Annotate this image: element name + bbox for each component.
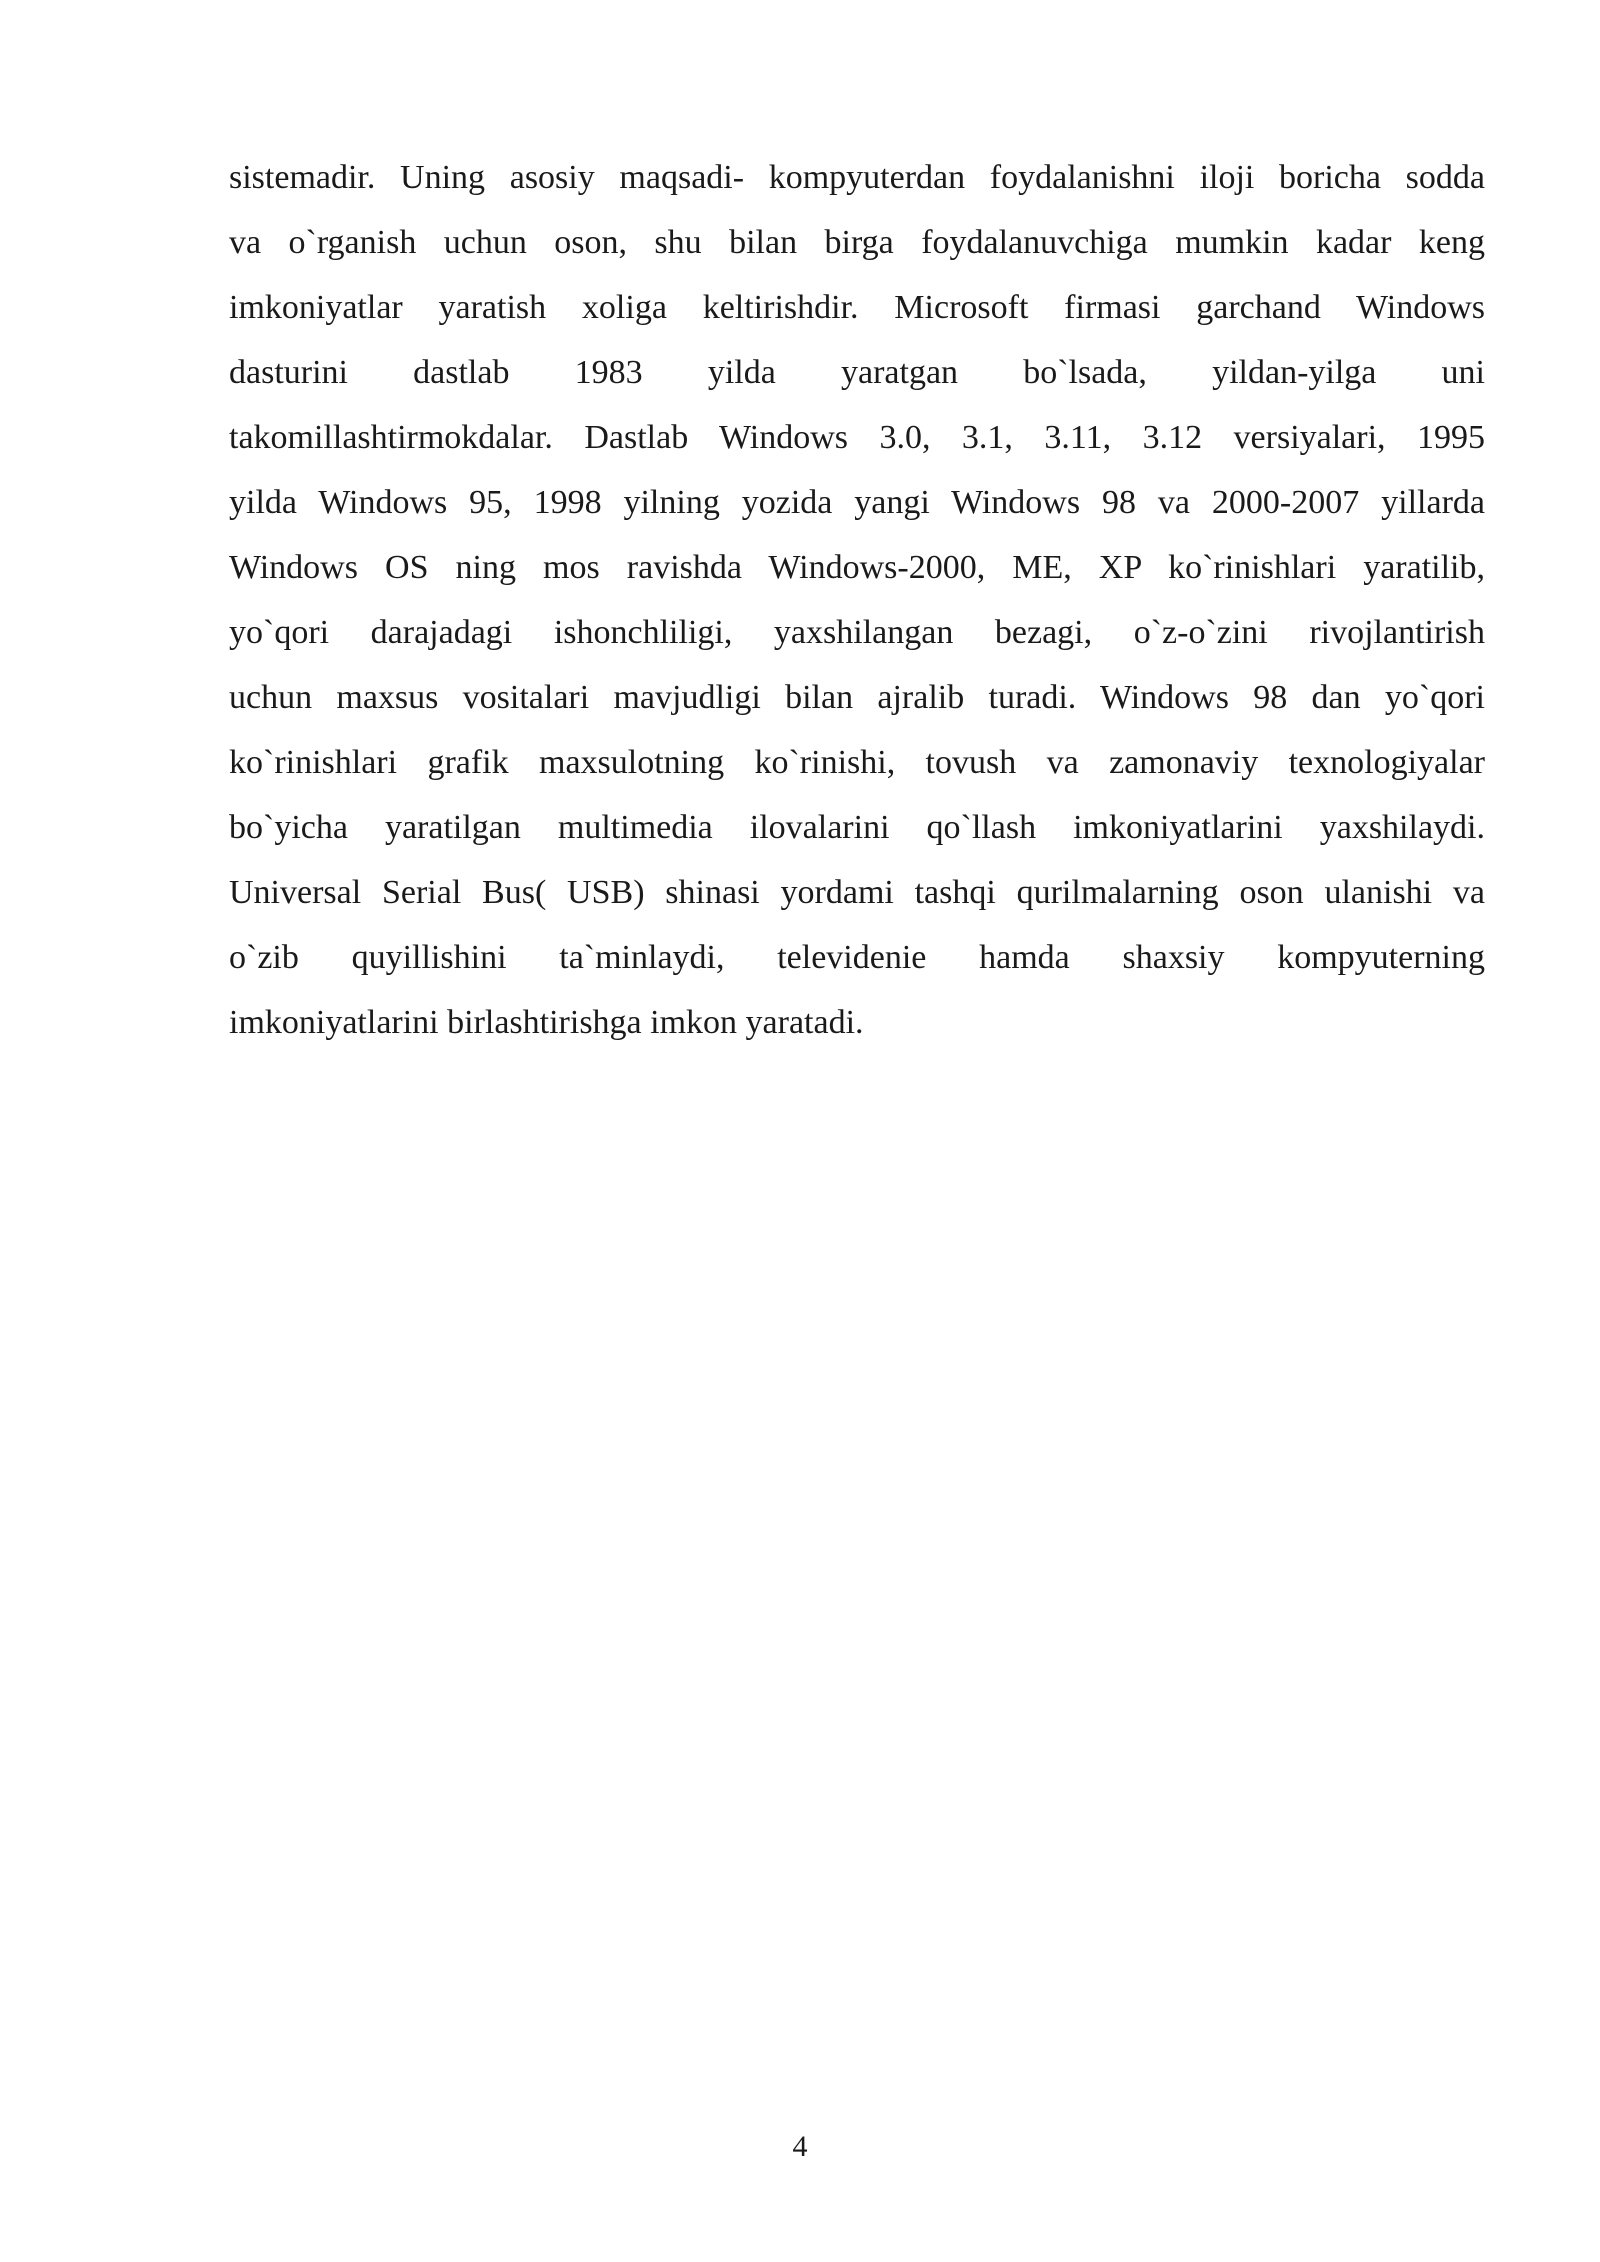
page-number: 4 xyxy=(792,2130,808,2163)
paragraph-line: dasturini dastlab 1983 yilda yaratgan bo`lsada, yildan-yilga uni xyxy=(229,354,1485,391)
body-paragraph xyxy=(229,145,1485,1055)
paragraph-line: imkoniyatlarini birlashtirishga imkon yaratadi. xyxy=(229,1004,864,1041)
paragraph-line: ko`rinishlari grafik maxsulotning ko`rinishi, tovush va zamonaviy texnologiyalar xyxy=(229,744,1485,781)
paragraph-line: o`zib quyillishini ta`minlaydi, televidenie hamda shaxsiy kompyuterning xyxy=(229,939,1485,976)
paragraph-line: yilda Windows 95, 1998 yilning yozida yangi Windows 98 va 2000-2007 yillarda xyxy=(229,484,1485,521)
paragraph-line: yo`qori darajadagi ishonchliligi, yaxshilangan bezagi, o`z-o`zini rivojlantirish xyxy=(229,614,1485,651)
paragraph-line: sistemadir. Uning asosiy maqsadi- kompyuterdan foydalanishni iloji boricha sodda xyxy=(229,159,1485,196)
paragraph-line: Universal Serial Bus( USB) shinasi yordami tashqi qurilmalarning oson ulanishi va xyxy=(229,874,1485,911)
paragraph-line: uchun maxsus vositalari mavjudligi bilan ajralib turadi. Windows 98 dan yo`qori xyxy=(229,679,1485,716)
paragraph-line: va o`rganish uchun oson, shu bilan birga foydalanuvchiga mumkin kadar keng xyxy=(229,224,1485,261)
paragraph-line: takomillashtirmokdalar. Dastlab Windows 3.0, 3.1, 3.11, 3.12 versiyalari, 1995 xyxy=(229,419,1485,456)
paragraph-line: bo`yicha yaratilgan multimedia ilovalarini qo`llash imkoniyatlarini yaxshilaydi. xyxy=(229,809,1485,846)
paragraph-line: Windows OS ning mos ravishda Windows-2000, ME, XP ko`rinishlari yaratilib, xyxy=(229,549,1485,586)
paragraph-line: imkoniyatlar yaratish xoliga keltirishdir. Microsoft firmasi garchand Windows xyxy=(229,289,1485,326)
